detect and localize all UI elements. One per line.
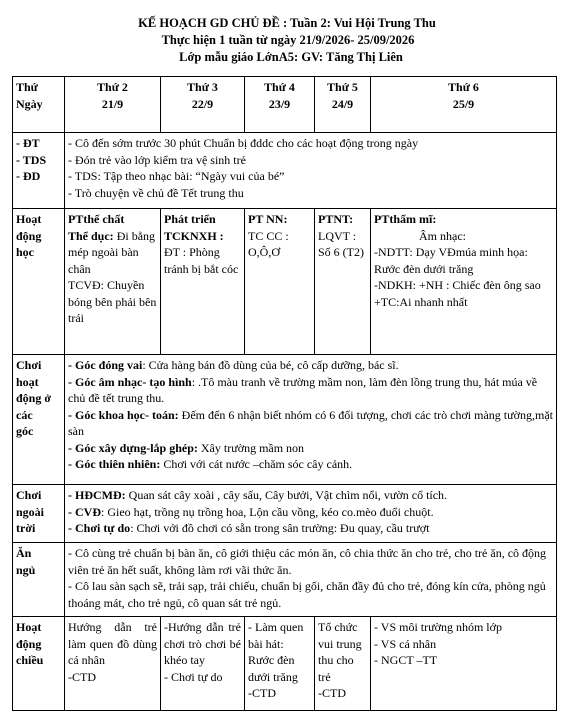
row-label-line: Chơi — [16, 488, 42, 502]
corner-item — [68, 407, 553, 440]
corner-header-line1: Thứ — [16, 80, 38, 94]
row-corners — [13, 355, 557, 485]
learning-wed — [245, 209, 315, 355]
corner-detail: Đếm đến 6 nhận biết nhóm có 6 đối tượng, chơi các trò chơi màng tường,mặt sàn — [68, 407, 553, 438]
activity-detail: -NDKH: +NH : Chiếc đèn ông sao — [374, 278, 541, 292]
afternoon-thu: Tổ chức vui trung thu cho trẻ -CTD — [315, 617, 371, 711]
row-label-outdoor — [13, 485, 65, 543]
outdoor-item — [68, 504, 553, 521]
row-label-line: động — [16, 228, 42, 243]
activity-game: TCVĐ: Chuyền bóng bên phải bên trái — [68, 278, 157, 325]
day-date: 23/9 — [268, 96, 291, 111]
corner-item — [68, 374, 553, 407]
corner-detail: Xây trường mầm non — [197, 440, 305, 455]
day-header-tue — [161, 77, 245, 133]
row-label-corners — [13, 355, 65, 485]
day-date: 22/9 — [191, 96, 214, 111]
outdoor-name: - CVĐ — [68, 504, 101, 519]
outdoor-name: - Chơi tự do — [68, 521, 131, 535]
corner-header-line2: Ngày — [16, 96, 43, 111]
meals-content — [65, 543, 557, 617]
row-label-line: Hoạt — [16, 212, 42, 226]
learning-fri — [371, 209, 557, 355]
row-label-afternoon — [13, 617, 65, 711]
row-meals — [13, 543, 557, 617]
day-name: Thứ 3 — [187, 80, 218, 94]
corner-item — [68, 456, 553, 473]
row-label-line: ngoài — [16, 504, 45, 519]
day-name: Thứ 4 — [264, 80, 295, 94]
corner-name: - Góc xây dựng-lắp ghép: — [68, 440, 198, 455]
outdoor-item — [68, 520, 553, 537]
activity-title: PTthẩm mĩ: — [374, 212, 437, 226]
corner-name: - Góc khoa học- toán: — [68, 407, 179, 422]
day-header-fri — [371, 77, 557, 133]
activity-title: PT NN: — [248, 212, 288, 226]
activity-title: PTNT: — [318, 212, 354, 226]
corner-detail: : .Tô màu tranh về trường mầm non, làm đèn lồng trung thu, hát múa về chủ đề tết trung thu. — [68, 374, 538, 405]
outdoor-detail: : Chơi với đồ chơi có sẵn trong sân trường: Đu quay, cầu trượt — [130, 521, 430, 535]
row-label-meals — [13, 543, 65, 617]
day-name: Thứ 5 — [327, 80, 358, 94]
plan-dates: Thực hiện 1 tuần từ ngày 21/9/2026- 25/09/2026 — [161, 33, 415, 47]
learning-tue — [161, 209, 245, 355]
afternoon-fri: - VS môi trường nhóm lớp - VS cá nhân - NGCT –TT — [371, 617, 557, 711]
activity-detail: -NDTT: Dạy VĐmúa minh họa: Rước đèn dưới trăng — [374, 245, 528, 276]
class-info: Lớp mẫu giáo LớnA5: GV: Tăng Thị Liên — [179, 50, 403, 64]
row-label-line: Hoạt — [16, 620, 42, 634]
day-date: 21/9 — [101, 96, 124, 111]
row-label-line: ngủ — [16, 562, 36, 577]
row-label-line: Ăn — [16, 546, 32, 560]
row-label-line: góc — [16, 424, 34, 438]
arrival-line: - TDS: Tập theo nhạc bài: “Ngày vui của bé” — [68, 169, 285, 183]
document-header — [0, 0, 564, 76]
row-arrival — [13, 133, 557, 209]
activity-title: PTthể chất — [68, 212, 125, 226]
corner-detail: : Cửa hàng bán đồ dùng của bé, cô cấp dưỡng, bác sĩ. — [142, 358, 399, 372]
corner-name: - Góc đóng vai — [68, 358, 143, 372]
row-label-line: động ở — [16, 391, 51, 405]
day-header-thu — [315, 77, 371, 133]
arrival-line: - Đón trẻ vào lớp kiểm tra vệ sinh trẻ — [68, 152, 246, 167]
row-label-line: động — [16, 636, 42, 651]
weekly-plan-table — [12, 76, 557, 711]
arrival-content — [65, 133, 557, 209]
outdoor-name: - HĐCMĐ: — [68, 488, 126, 502]
outdoor-content — [65, 485, 557, 543]
activity-detail: TC CC : — [248, 228, 289, 243]
meals-line: - Cô lau sàn sạch sẽ, trải sạp, trải chiếu, chuẩn bị gối, chăn đầy đủ cho trẻ, đóng kín cửa, phòng ngủ thoáng mát, cho trẻ ngủ, cô quan sát trẻ ngủ. — [68, 579, 546, 610]
activity-detail: Đi bằng mép ngoài bàn chân — [68, 228, 156, 276]
activity-detail: ĐT : Phòng tránh bị bắt cóc — [164, 245, 239, 276]
arrival-line: - Cô đến sớm trước 30 phút Chuẩn bị đddc cho các hoạt động trong ngày — [68, 136, 419, 150]
day-header-mon — [65, 77, 161, 133]
day-date: 24/9 — [331, 96, 354, 111]
corner-item — [68, 440, 553, 457]
activity-detail: O,Ô,Ơ — [248, 245, 280, 259]
row-afternoon — [13, 617, 557, 711]
outdoor-item — [68, 487, 553, 504]
row-outdoor — [13, 485, 557, 543]
table-header-row — [13, 77, 557, 133]
activity-detail: +TC:Ai nhanh nhất — [374, 294, 468, 309]
row-label-line: hoạt — [16, 374, 39, 389]
arrival-line: - Trò chuyện về chủ đề Tết trung thu — [68, 185, 244, 200]
activity-title: Phát triển TCKNXH : — [164, 212, 224, 243]
row-label-line: - ĐD — [16, 169, 41, 183]
corner-name: - Góc thiên nhiên: — [68, 457, 161, 471]
afternoon-wed: - Làm quen bài hát: Rước đèn dưới trăng -CTD — [245, 617, 315, 711]
row-label-line: các — [16, 407, 33, 422]
activity-detail: LQVT : Số 6 (T2) — [318, 228, 364, 259]
row-label-line: học — [16, 245, 34, 259]
meals-line: - Cô cùng trẻ chuẩn bị bàn ăn, cô giới thiệu các món ăn, cô chia thức ăn cho trẻ, cho trẻ ăn, cô động viên trẻ ăn hết suất, không làm rơi vãi thức ăn. — [68, 546, 547, 577]
row-label-line: - ĐT — [16, 136, 40, 150]
plan-title: KẾ HOẠCH GD CHỦ ĐỀ : Tuần 2: Vui Hội Trung Thu — [138, 16, 436, 30]
outdoor-detail: Quan sát cây xoài , cây sấu, Cây bưởi, Vật chìm nổi, vườn cổ tích. — [125, 488, 448, 502]
corners-content — [65, 355, 557, 485]
learning-mon — [65, 209, 161, 355]
activity-subtitle: Thể dục: — [68, 228, 114, 243]
afternoon-tue: -Hướng dẫn trẻ chơi trò chơi bé khéo tay - Chơi tự do — [161, 617, 245, 711]
day-name: Thứ 6 — [448, 80, 479, 94]
day-header-wed — [245, 77, 315, 133]
row-learning — [13, 209, 557, 355]
day-date: 25/9 — [452, 96, 475, 111]
row-label-learning — [13, 209, 65, 355]
learning-thu — [315, 209, 371, 355]
row-label-line: chiều — [16, 653, 44, 667]
row-label-arrival — [13, 133, 65, 209]
corner-detail: Chơi với cát nước –chăm sóc cây cảnh. — [160, 457, 353, 471]
corner-header — [13, 77, 65, 133]
row-label-line: - TDS — [16, 152, 47, 167]
activity-subtitle: Âm nhạc: — [419, 228, 466, 243]
corner-name: - Góc âm nhạc- tạo hình — [68, 374, 192, 389]
row-label-line: Chơi — [16, 358, 42, 372]
day-name: Thứ 2 — [97, 80, 128, 94]
outdoor-detail: : Gieo hạt, trồng nụ trồng hoa, Lộn cầu vồng, kéo co.mèo đuổi chuột. — [101, 504, 434, 519]
row-label-line: trời — [16, 521, 36, 535]
corner-item — [68, 357, 553, 374]
afternoon-mon: Hướng dẫn trẻ làm quen đồ dùng cá nhân -CTD — [65, 617, 161, 711]
